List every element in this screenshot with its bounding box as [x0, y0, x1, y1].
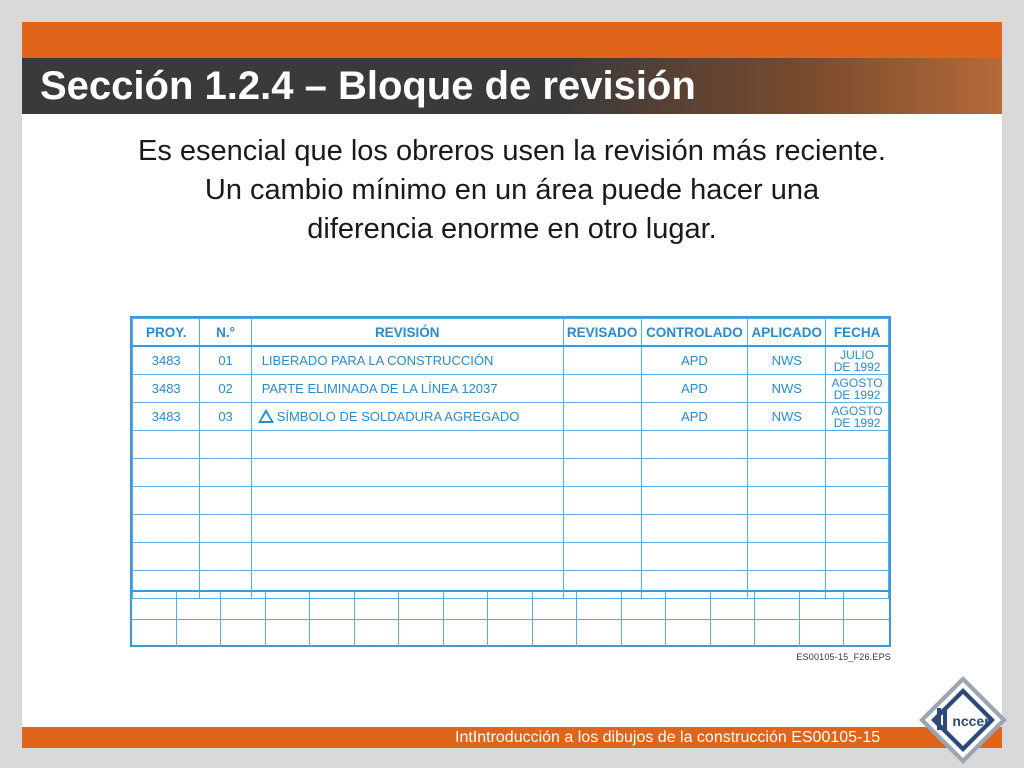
header-aplicado: APLICADO — [748, 319, 826, 347]
fecha-line-1: AGOSTO — [831, 403, 883, 418]
header-fecha: FECHA — [826, 319, 889, 347]
body-line-3: diferencia enorme en otro lugar. — [307, 213, 717, 245]
cell-aplicado: NWS — [748, 403, 826, 431]
fecha-line-2: DE 1992 — [833, 415, 881, 430]
cell-fecha — [826, 375, 889, 403]
fecha-line-2: DE 1992 — [833, 387, 881, 402]
cell-revisado — [563, 375, 641, 403]
cell-aplicado: NWS — [748, 346, 826, 375]
nccer-logo-icon — [915, 672, 1011, 768]
fecha-line-1: JULIO — [840, 347, 875, 362]
header-proy: PROY. — [133, 319, 200, 347]
table-row-empty — [133, 487, 889, 515]
cell-revisado — [563, 346, 641, 375]
body-text — [40, 132, 984, 249]
top-accent-bar — [22, 22, 1002, 58]
revision-block — [130, 316, 891, 647]
cell-fecha — [826, 403, 889, 431]
logo-text: nccer — [952, 713, 990, 729]
cell-num: 01 — [200, 346, 251, 375]
cell-revision: PARTE ELIMINADA DE LA LÍNEA 12037 — [251, 375, 563, 403]
cell-proy: 3483 — [133, 403, 200, 431]
slide-title: Sección 1.2.4 – Bloque de revisión — [40, 64, 696, 108]
fecha-line-1: AGOSTO — [831, 375, 883, 390]
revision-triangle-icon — [258, 409, 274, 423]
header-revision: REVISIÓN — [251, 319, 563, 347]
cell-controlado: APD — [641, 346, 748, 375]
table-row — [133, 346, 889, 375]
figure-reference: ES00105-15_F26.EPS — [796, 652, 891, 662]
title-block-grid — [132, 590, 889, 647]
table-row — [133, 375, 889, 403]
table-header-row — [133, 319, 889, 347]
table-row-empty — [133, 515, 889, 543]
table-row — [133, 403, 889, 431]
cell-num: 03 — [200, 403, 251, 431]
cell-proy: 3483 — [133, 375, 200, 403]
table-row-empty — [133, 431, 889, 459]
body-line-1: Es esencial que los obreros usen la revisión más reciente. — [138, 135, 886, 167]
table-row-empty — [133, 543, 889, 571]
cell-num: 02 — [200, 375, 251, 403]
cell-controlado: APD — [641, 375, 748, 403]
cell-aplicado: NWS — [748, 375, 826, 403]
header-controlado: CONTROLADO — [641, 319, 748, 347]
header-num: N.° — [200, 319, 251, 347]
header-revisado: REVISADO — [563, 319, 641, 347]
cell-revisado — [563, 403, 641, 431]
cell-revision — [251, 403, 563, 431]
body-line-2: Un cambio mínimo en un área puede hacer una — [204, 174, 820, 206]
table-row-empty — [133, 459, 889, 487]
cell-controlado: APD — [641, 403, 748, 431]
revision-table — [132, 318, 889, 599]
footer-text: IntIntroducción a los dibujos de la construcción ES00105-15 — [455, 729, 881, 746]
fecha-line-2: DE 1992 — [833, 359, 881, 374]
cell-revision: LIBERADO PARA LA CONSTRUCCIÓN — [251, 346, 563, 375]
cell-fecha — [826, 346, 889, 375]
cell-proy: 3483 — [133, 346, 200, 375]
cell-revision-text: SÍMBOLO DE SOLDADURA AGREGADO — [276, 409, 520, 424]
